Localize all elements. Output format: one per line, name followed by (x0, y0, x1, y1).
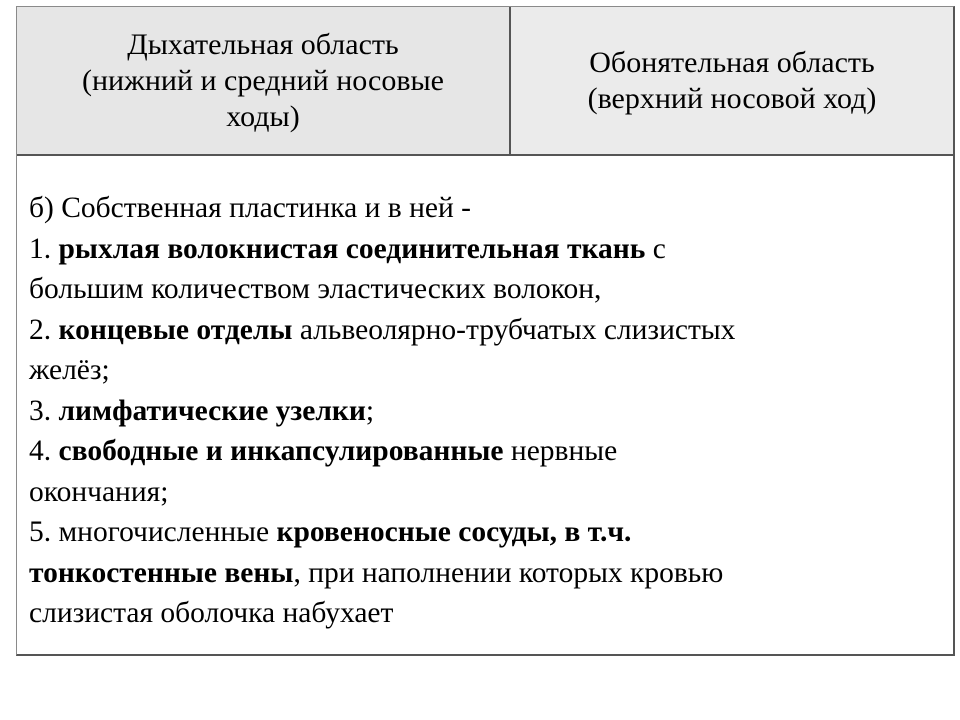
list-item-5-prefix: 5. многочисленные (29, 516, 277, 548)
list-item-1-bold: рыхлая волокнистая соединительная ткань (58, 232, 646, 265)
list-item-1-number: 1. (29, 232, 59, 265)
list-item-5-rest: , при наполнении которых кровью (293, 556, 724, 589)
header-respiratory-line-1: Дыхательная область (127, 27, 399, 61)
list-item-3-rest: ; (365, 394, 375, 427)
list-item-3-bold: лимфатические узелки (58, 394, 366, 427)
table-body-cell (17, 156, 953, 655)
list-item-4 (29, 431, 943, 472)
list-item-2-number: 2. (29, 313, 59, 346)
list-item-1 (29, 229, 943, 270)
list-item-4-number: 4. (29, 435, 59, 467)
list-item-2-continuation: желёз; (29, 354, 110, 386)
header-olfactory-line-2: (верхний носовой ход) (587, 81, 877, 115)
list-item-3 (29, 391, 943, 432)
header-cell-olfactory-region (511, 7, 953, 154)
header-olfactory-text (588, 45, 877, 117)
list-item-2 (29, 310, 943, 351)
list-item-4-continuation: окончания; (29, 475, 169, 508)
header-cell-respiratory-region (17, 7, 511, 154)
content-table (16, 6, 955, 656)
header-olfactory-line-1: Обонятельная область (589, 45, 875, 79)
list-item-1-continuation: большим количеством эластических волокон, (29, 273, 602, 305)
list-item-4-bold: свободные и инкапсулированные (58, 435, 504, 467)
header-respiratory-line-2: (нижний и средний носовые (82, 63, 444, 97)
list-item-2-rest: альвеолярно-трубчатых слизистых (292, 313, 736, 346)
header-respiratory-text (82, 27, 444, 135)
list-item-5-continuation (29, 553, 943, 594)
list-item-5-bold-line-2: тонкостенные вены (29, 556, 294, 589)
list-item-1-rest: с (645, 232, 666, 265)
header-respiratory-line-3: ходы) (226, 99, 300, 133)
body-intro: б) Собственная пластинка и в ней - (29, 192, 471, 224)
table-header-row (17, 7, 953, 156)
list-item-5-final-line: слизистая оболочка набухает (29, 597, 394, 629)
list-item-3-number: 3. (29, 394, 59, 427)
list-item-5 (29, 512, 943, 553)
list-item-4-rest: нервные (503, 435, 618, 467)
list-item-2-bold: концевые отделы (58, 313, 293, 346)
list-item-5-bold-line-1: кровеносные сосуды, в т.ч. (276, 516, 632, 548)
